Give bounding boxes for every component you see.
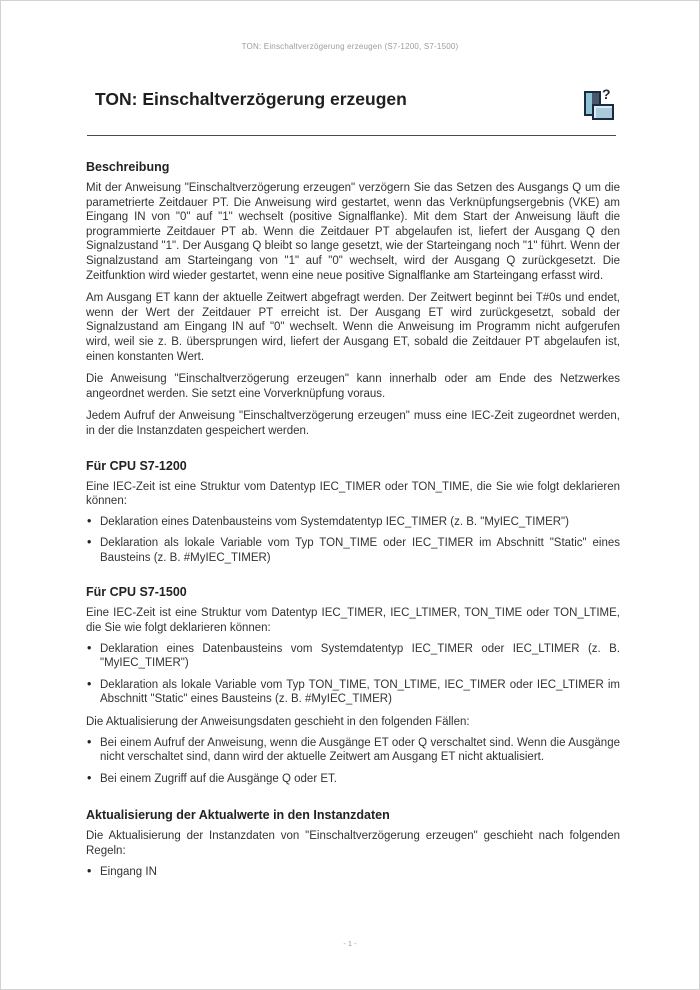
paragraph: Die Aktualisierung der Anweisungsdaten geschieht in den folgenden Fällen: bbox=[86, 716, 470, 729]
paragraph: Eine IEC-Zeit ist eine Struktur vom Datentyp IEC_TIMER, IEC_LTIMER, TON_TIME oder TON_LTIME, die Sie wie folgt deklarieren können: bbox=[86, 607, 620, 635]
bullet-list bbox=[86, 642, 620, 707]
list-item: • Eingang IN bbox=[86, 865, 620, 880]
list-item: • Deklaration als lokale Variable vom Typ TON_TIME, TON_LTIME, IEC_TIMER oder IEC_LTIMER im Abschnitt "Static" eines Bausteins (z. B. #MyIEC_TIMER) bbox=[86, 678, 620, 707]
block-front-shape bbox=[592, 104, 614, 120]
help-blocks-icon bbox=[583, 86, 617, 125]
section-heading-cpu-s7-1500: Für CPU S7-1500 bbox=[86, 585, 187, 600]
section-heading-beschreibung: Beschreibung bbox=[86, 160, 170, 174]
list-item: • Bei einem Zugriff auf die Ausgänge Q oder ET. bbox=[86, 772, 620, 787]
section-heading-aktualisierung: Aktualisierung der Aktualwerte in den Instanzdaten bbox=[86, 808, 390, 823]
title-block bbox=[95, 86, 617, 125]
page-title: TON: Einschaltverzögerung erzeugen bbox=[95, 89, 407, 109]
list-item: • Bei einem Aufruf der Anweisung, wenn die Ausgänge ET oder Q verschaltet sind. Wenn die Ausgänge nicht verschaltet sind, dann wird der aktuelle Zeitwert am Ausgang ET nicht aktualisiert. bbox=[86, 736, 620, 765]
paragraph: Jedem Aufruf der Anweisung "Einschaltverzögerung erzeugen" muss eine IEC-Zeit zugeordnet werden, in der die Instanzdaten gespeichert werden. bbox=[86, 410, 620, 437]
paragraph: Die Aktualisierung der Instanzdaten von "Einschaltverzögerung erzeugen" geschieht nach folgenden Regeln: bbox=[86, 830, 620, 857]
paragraph: Die Anweisung "Einschaltverzögerung erzeugen" kann innerhalb oder am Ende des Netzwerkes angeordnet werden. Sie setzt eine Vorverknüpfung voraus. bbox=[86, 373, 620, 400]
bullet-list bbox=[86, 736, 620, 787]
paragraph: Eine IEC-Zeit ist eine Struktur vom Datentyp IEC_TIMER oder TON_TIME, die Sie wie folgt deklarieren können: bbox=[86, 480, 620, 508]
paragraph: Am Ausgang ET kann der aktuelle Zeitwert abgefragt werden. Der Zeitwert beginnt bei T#0s und endet, wenn der Wert der Zeitdauer PT erreicht ist. Der Ausgang ET wird zurückgesetzt, sobald der Signalzustand am Eingang IN auf "0" wechselt. Wenn die Anweisung im Programm nicht aufgerufen wird, weil sie z. B. übersprungen wird, liefert der Ausgang ET, sobald die Zeitdauer PT abgelaufen ist, einen konstanten Wert. bbox=[86, 292, 620, 363]
document-content bbox=[86, 160, 620, 879]
section-heading-cpu-s7-1200: Für CPU S7-1200 bbox=[86, 458, 187, 473]
title-divider bbox=[87, 135, 616, 136]
list-item: • Deklaration eines Datenbausteins vom Systemdatentyp IEC_TIMER oder IEC_LTIMER (z. B. "MyIEC_TIMER") bbox=[86, 642, 620, 671]
page-number: - 1 - bbox=[343, 939, 357, 948]
bullet-list bbox=[86, 515, 620, 566]
question-mark-glyph: ? bbox=[602, 86, 611, 102]
bullet-list bbox=[86, 865, 620, 880]
paragraph: Mit der Anweisung "Einschaltverzögerung erzeugen" verzögern Sie das Setzen des Ausgangs Q um die parametrierte Zeitdauer PT. Die Anweisung wird gestartet, wenn das Verknüpfungsergebnis (VKE) am Eingang IN von "0" auf "1" wechselt (positive Signalflanke). Mit dem Start der Anweisung läuft die programmierte Zeitdauer PT ab. Wenn die Zeitdauer PT abgelaufen ist, liefert der Ausgang Q den Signalzustand "1". Der Ausgang Q bleibt so lange gesetzt, wie der Starteingang noch "1" führt. Wenn der Signalzustand am Starteingang von "1" auf "0" wechselt, wird der Ausgang Q zurückgesetzt. Die Zeitfunktion wird wieder gestartet, wenn eine neue positive Signalflanke am Starteingang erfasst wird. bbox=[86, 182, 620, 282]
running-header: TON: Einschaltverzögerung erzeugen (S7-1200, S7-1500) bbox=[241, 42, 459, 51]
list-item: • Deklaration eines Datenbausteins vom Systemdatentyp IEC_TIMER (z. B. "MyIEC_TIMER") bbox=[86, 515, 620, 530]
list-item: • Deklaration als lokale Variable vom Typ TON_TIME oder IEC_TIMER im Abschnitt "Static" eines Bausteins (z. B. #MyIEC_TIMER) bbox=[86, 536, 620, 565]
